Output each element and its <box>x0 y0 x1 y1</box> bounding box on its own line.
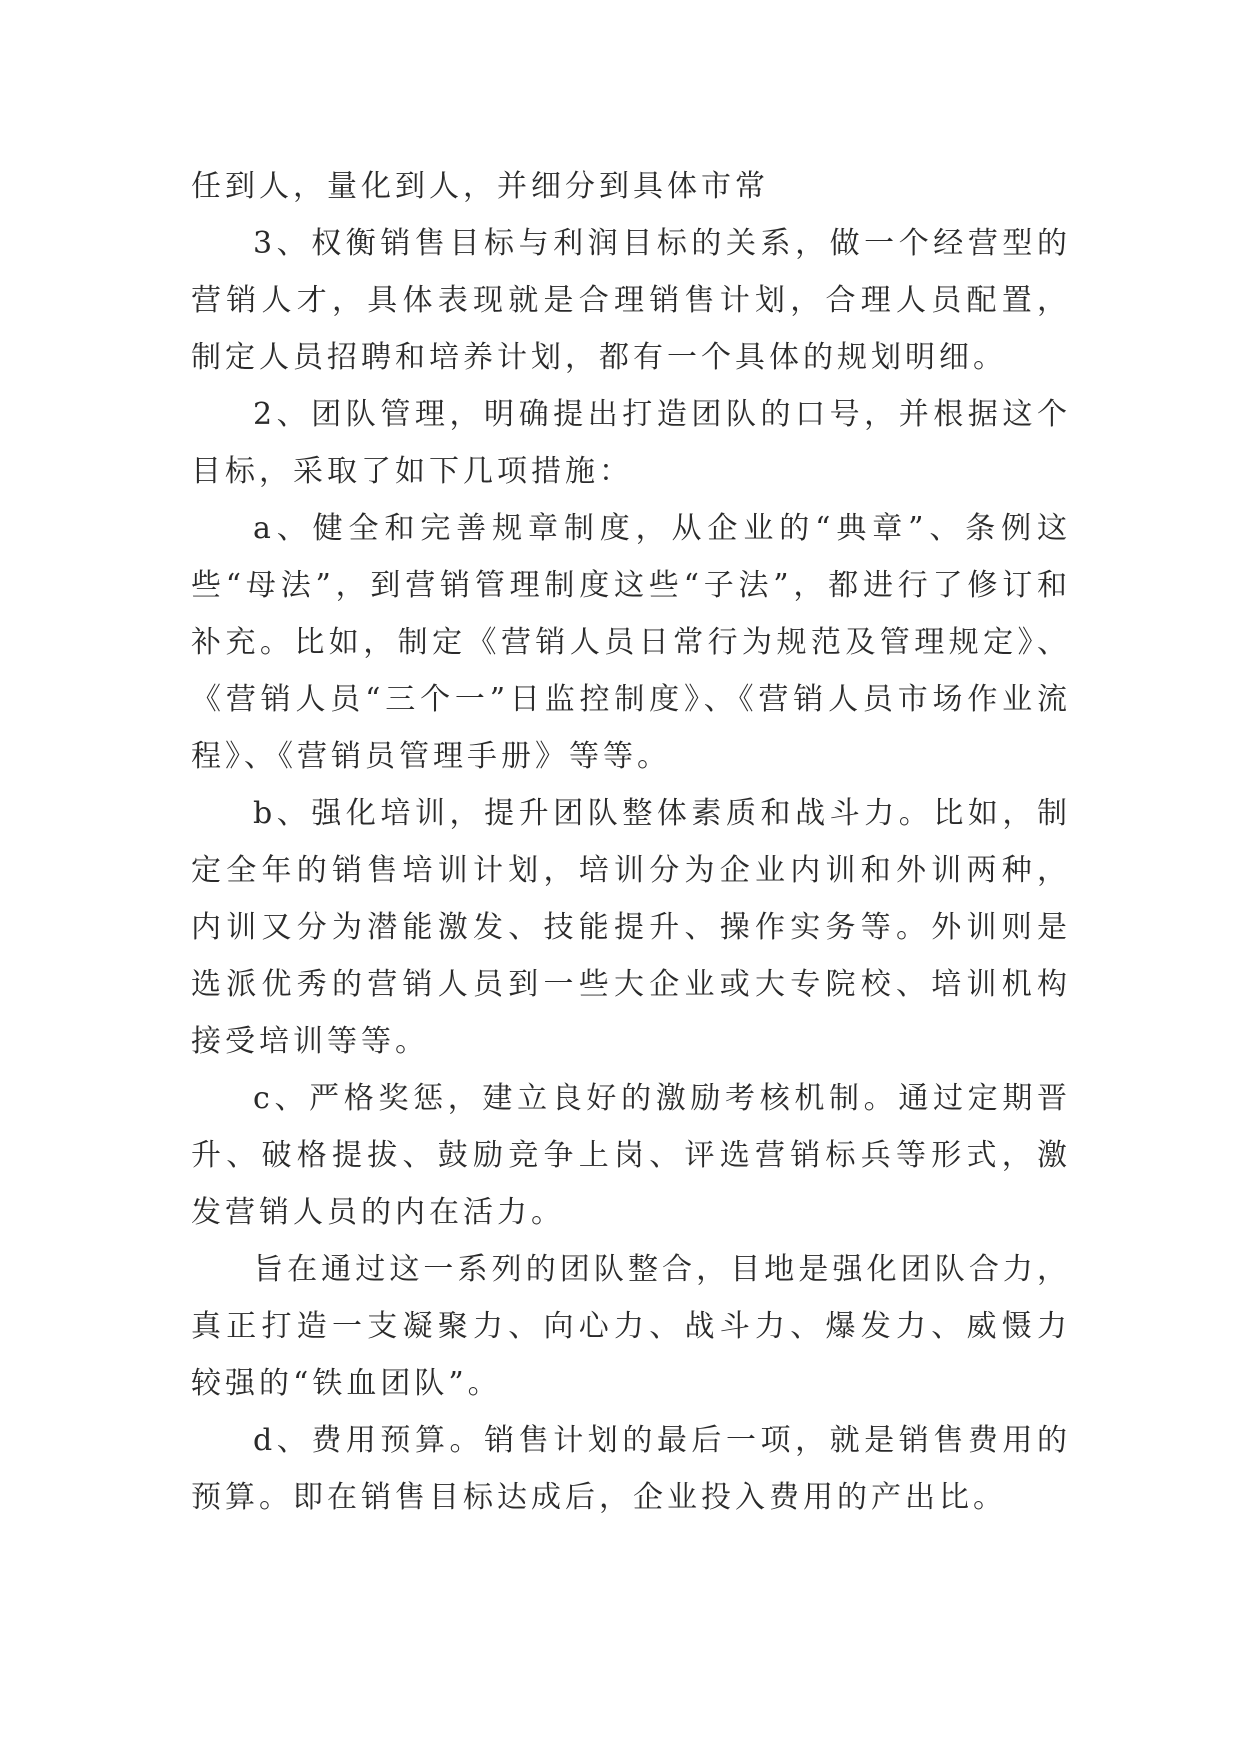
paragraph-4: a、健全和完善规章制度，从企业的“典章”、条例这些“母法”，到营销管理制度这些“子法”，都进行了修订和补充。比如，制定《营销人员日常行为规范及管理规定》、《营销人员“三个一”日监控制度》、《营销人员市场作业流程》、《营销员管理手册》等等。 <box>191 511 1071 774</box>
paragraph-2: 3、权衡销售目标与利润目标的关系，做一个经营型的营销人才，具体表现就是合理销售计划，合理人员配置，制定人员招聘和培养计划，都有一个具体的规划明细。 <box>191 226 1071 375</box>
paragraph-5: b、强化培训，提升团队整体素质和战斗力。比如，制定全年的销售培训计划，培训分为企业内训和外训两种，内训又分为潜能激发、技能提升、操作实务等。外训则是选派优秀的营销人员到一些大企业或大专院校、培训机构接受培训等等。 <box>191 796 1071 1059</box>
paragraph-3: 2、团队管理，明确提出打造团队的口号，并根据这个目标，采取了如下几项措施： <box>191 397 1071 489</box>
paragraph-8: d、费用预算。销售计划的最后一项，就是销售费用的预算。即在销售目标达成后，企业投入费用的产出比。 <box>191 1423 1071 1515</box>
paragraph-1: 任到人，量化到人，并细分到具体市常 <box>191 169 769 204</box>
paragraph-6: c、严格奖惩，建立良好的激励考核机制。通过定期晋升、破格提拔、鼓励竞争上岗、评选营销标兵等形式，激发营销人员的内在活力。 <box>191 1081 1071 1230</box>
document-body <box>191 158 1071 1526</box>
paragraph-7: 旨在通过这一系列的团队整合，目地是强化团队合力，真正打造一支凝聚力、向心力、战斗力、爆发力、威慑力较强的“铁血团队”。 <box>191 1252 1071 1401</box>
